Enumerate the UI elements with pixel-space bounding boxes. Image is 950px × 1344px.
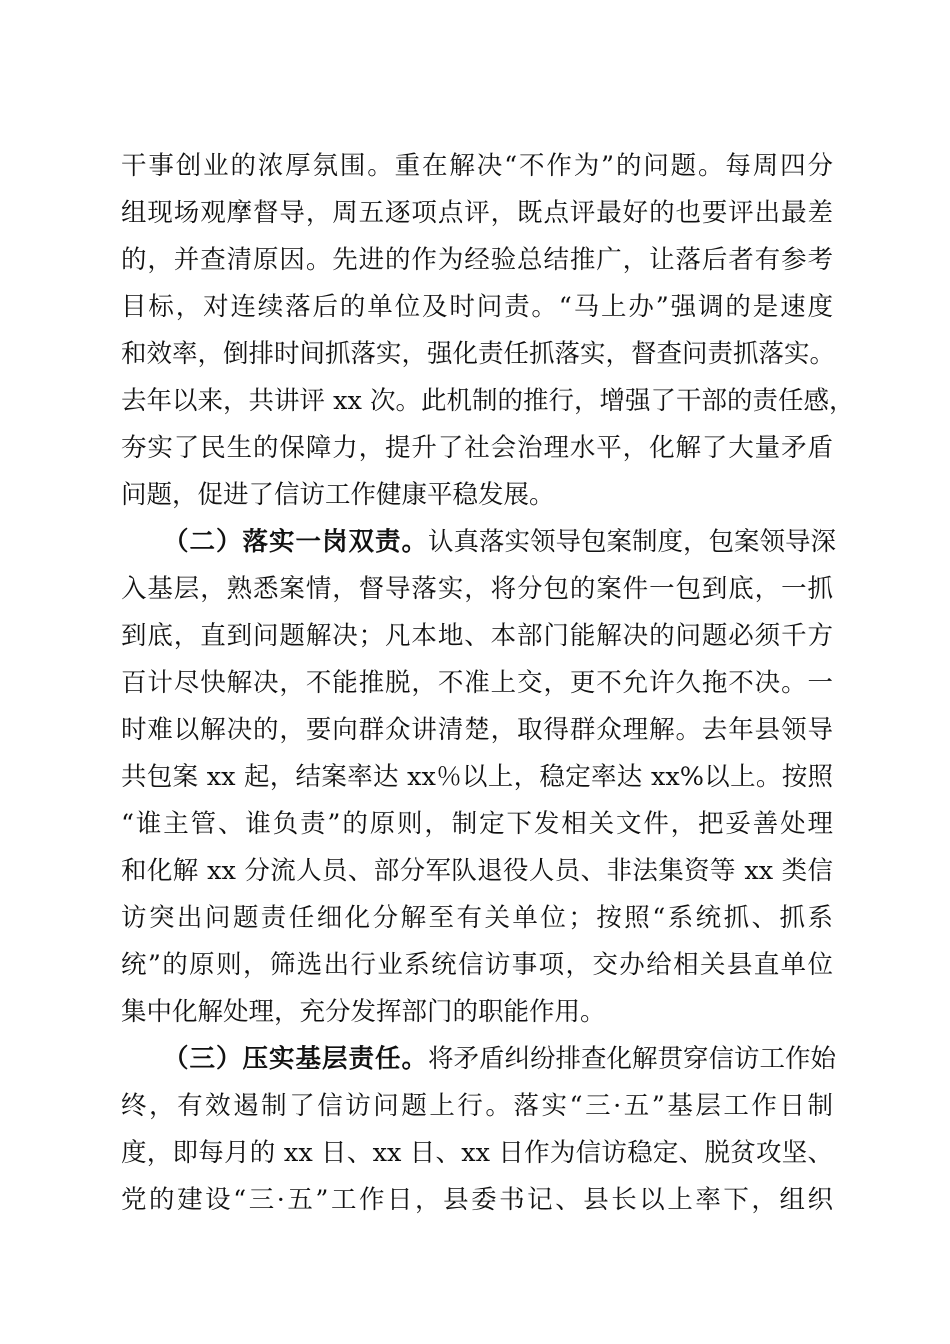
paragraph-1-line: 组现场观摩督导，周五逐项点评，既点评最好的也要评出最差 [121, 198, 833, 228]
paragraph-2-line: 集中化解处理，充分发挥部门的职能作用。 [121, 997, 606, 1027]
paragraph-3-line: 党的建设“三·五”工作日，县委书记、县长以上率下，组织 [121, 1185, 833, 1215]
paragraph-1-line: 夯实了民生的保障力，提升了社会治理水平，化解了大量矛盾 [121, 433, 833, 463]
paragraph-3-first-line-text: 将矛盾纠纷排查化解贯穿信访工作始 [428, 1044, 837, 1074]
paragraph-2-first-line [121, 519, 837, 566]
document-body [121, 143, 855, 1224]
paragraph-2-line: 时难以解决的，要向群众讲清楚，取得群众理解。去年县领导 [121, 715, 833, 745]
paragraph-1-line: 去年以来，共讲评 xx 次。此机制的推行，增强了干部的责任感， [121, 386, 855, 416]
paragraph-2-first-line-text: 认真落实领导包案制度，包案领导深 [428, 527, 837, 557]
paragraph-1-line: 问题，促进了信访工作健康平稳发展。 [121, 480, 555, 510]
paragraph-2-line: 和化解 xx 分流人员、部分军队退役人员、非法集资等 xx 类信 [121, 856, 833, 886]
paragraph-2-heading: （二）落实一岗双责。 [163, 527, 429, 557]
paragraph-1-line: 干事创业的浓厚氛围。重在解决“不作为”的问题。每周四分 [121, 151, 833, 181]
paragraph-3-heading: （三）压实基层责任。 [163, 1044, 429, 1074]
paragraph-1-line: 目标，对连续落后的单位及时问责。“马上办”强调的是速度 [121, 292, 833, 322]
paragraph-2-line: 入基层，熟悉案情，督导落实，将分包的案件一包到底，一抓 [121, 574, 833, 604]
paragraph-1-line: 和效率，倒排时间抓落实，强化责任抓落实，督查问责抓落实。 [121, 339, 836, 369]
paragraph-2-line: 统”的原则，筛选出行业系统信访事项，交办给相关县直单位 [121, 950, 833, 980]
paragraph-2-line: 到底，直到问题解决；凡本地、本部门能解决的问题必须千方 [121, 621, 833, 651]
paragraph-2-line: 共包案 xx 起，结案率达 xx％以上，稳定率达 xx%以上。按照 [121, 762, 833, 792]
paragraph-2-line: 访突出问题责任细化分解至有关单位；按照“系统抓、抓系 [121, 903, 833, 933]
paragraph-3-line: 度，即每月的 xx 日、xx 日、xx 日作为信访稳定、脱贫攻坚、 [121, 1138, 833, 1168]
paragraph-2-line: “谁主管、谁负责”的原则，制定下发相关文件，把妥善处理 [121, 809, 833, 839]
paragraph-3-first-line [121, 1036, 837, 1083]
paragraph-1-line: 的，并查清原因。先进的作为经验总结推广，让落后者有参考 [121, 245, 833, 275]
paragraph-3-line: 终，有效遏制了信访问题上行。落实“三·五”基层工作日制 [121, 1091, 833, 1121]
paragraph-2-line: 百计尽快解决，不能推脱，不准上交，更不允许久拖不决。一 [121, 668, 833, 698]
